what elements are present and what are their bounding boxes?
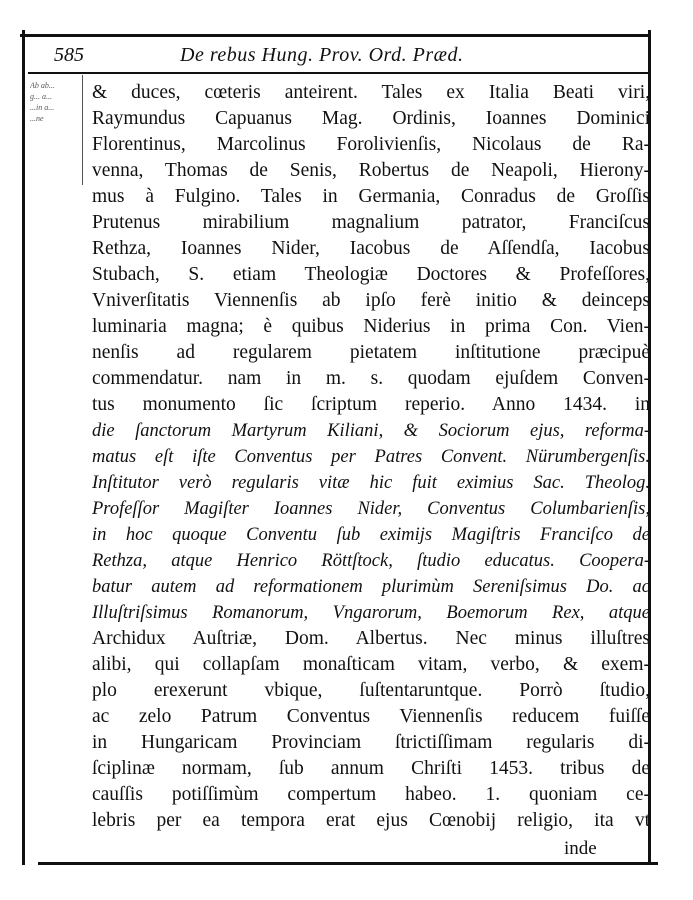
header-rule <box>28 72 648 74</box>
text-line: die ſanctorum Martyrum Kiliani, & Sociorum ejus, reforma- <box>92 421 650 441</box>
text-line: ſciplinæ normam, ſub annum Chriſti 1453. tribus de <box>92 758 650 779</box>
text-line: batur autem ad reformationem plurimùm Sereniſsimus Do. ac <box>92 577 650 597</box>
text-line: tus monumento ſic ſcriptum reperio. Anno 1434. in <box>92 394 650 415</box>
body-text <box>92 80 650 834</box>
frame-top-border <box>20 34 648 37</box>
frame-left-border <box>22 30 25 865</box>
text-line: Rethza, atque Henrico Röttſtock, ſtudio educatus. Coopera- <box>92 551 650 571</box>
frame-bottom-border <box>38 862 658 865</box>
text-line: Rethza, Ioannes Nider, Iacobus de Aſſendſa, Iacobus <box>92 238 650 259</box>
margin-rule <box>82 75 83 185</box>
running-head: De rebus Hung. Prov. Ord. Præd. <box>180 44 464 66</box>
text-line: luminaria magna; è quibus Niderius in prima Con. Vien- <box>92 316 650 337</box>
marginal-note-line: ...in a... <box>30 103 55 112</box>
text-line: venna, Thomas de Senis, Robertus de Neapoli, Hierony- <box>92 160 650 181</box>
text-line: cauſſis potiſſimùm compertum habeo. 1. quoniam ce- <box>92 784 650 805</box>
catchword: inde <box>564 838 597 859</box>
text-line: lebris per ea tempora erat ejus Cœnobij religio, ita vt <box>92 810 650 831</box>
text-line: & duces, cœteris anteirent. Tales ex Italia Beati viri, <box>92 82 650 103</box>
text-line: commendatur. nam in m. s. quodam ejuſdem Conven- <box>92 368 650 389</box>
text-line: Florentinus, Marcolinus Forolivienſis, Nicolaus de Ra- <box>92 134 650 155</box>
text-line: Stubach, S. etiam Theologiæ Doctores & Profeſſores, <box>92 264 650 285</box>
marginal-note-line: ...ne <box>30 114 44 123</box>
text-line: Profeſſor Magiſter Ioannes Nider, Conventus Columbarienſis, <box>92 499 650 519</box>
text-line: alibi, qui collapſam monaſticam vitam, verbo, & exem- <box>92 654 650 675</box>
text-line: in Hungaricam Provinciam ſtrictiſſimam regularis di- <box>92 732 650 753</box>
text-line: in hoc quoque Conventu ſub eximijs Magiſtris Franciſco de <box>92 525 650 545</box>
marginal-note-line: Ab ab... <box>30 81 55 90</box>
text-line: Vniverſitatis Viennenſis ab ipſo ferè initio & deinceps <box>92 290 650 311</box>
marginal-note <box>30 80 78 124</box>
text-line: nenſis ad regularem pietatem inſtitutione præcipuè <box>92 342 650 363</box>
text-line: plo erexerunt vbique, ſuſtentaruntque. Porrò ſtudio, <box>92 680 650 701</box>
page-number: 585 <box>54 44 84 66</box>
text-line: matus eſt iſte Conventus per Patres Convent. Nürumbergenſis. <box>92 447 650 467</box>
text-line: ac zelo Patrum Conventus Viennenſis reducem fuiſſe <box>92 706 650 727</box>
text-line: Raymundus Capuanus Mag. Ordinis, Ioannes Dominici <box>92 108 650 129</box>
text-line: Prutenus mirabilium magnalium patrator, Franciſcus <box>92 212 650 233</box>
marginal-note-line: g... a... <box>30 92 52 101</box>
text-line: Archidux Auſtriæ, Dom. Albertus. Nec minus illuſtres <box>92 628 650 649</box>
text-line: mus à Fulgino. Tales in Germania, Conradus de Groſſis <box>92 186 650 207</box>
text-line: Inſtitutor verò regularis vitæ hic fuit eximius Sac. Theolog. <box>92 473 650 493</box>
text-line: Illuſtriſsimus Romanorum, Vngarorum, Boemorum Rex, atque <box>92 603 650 623</box>
